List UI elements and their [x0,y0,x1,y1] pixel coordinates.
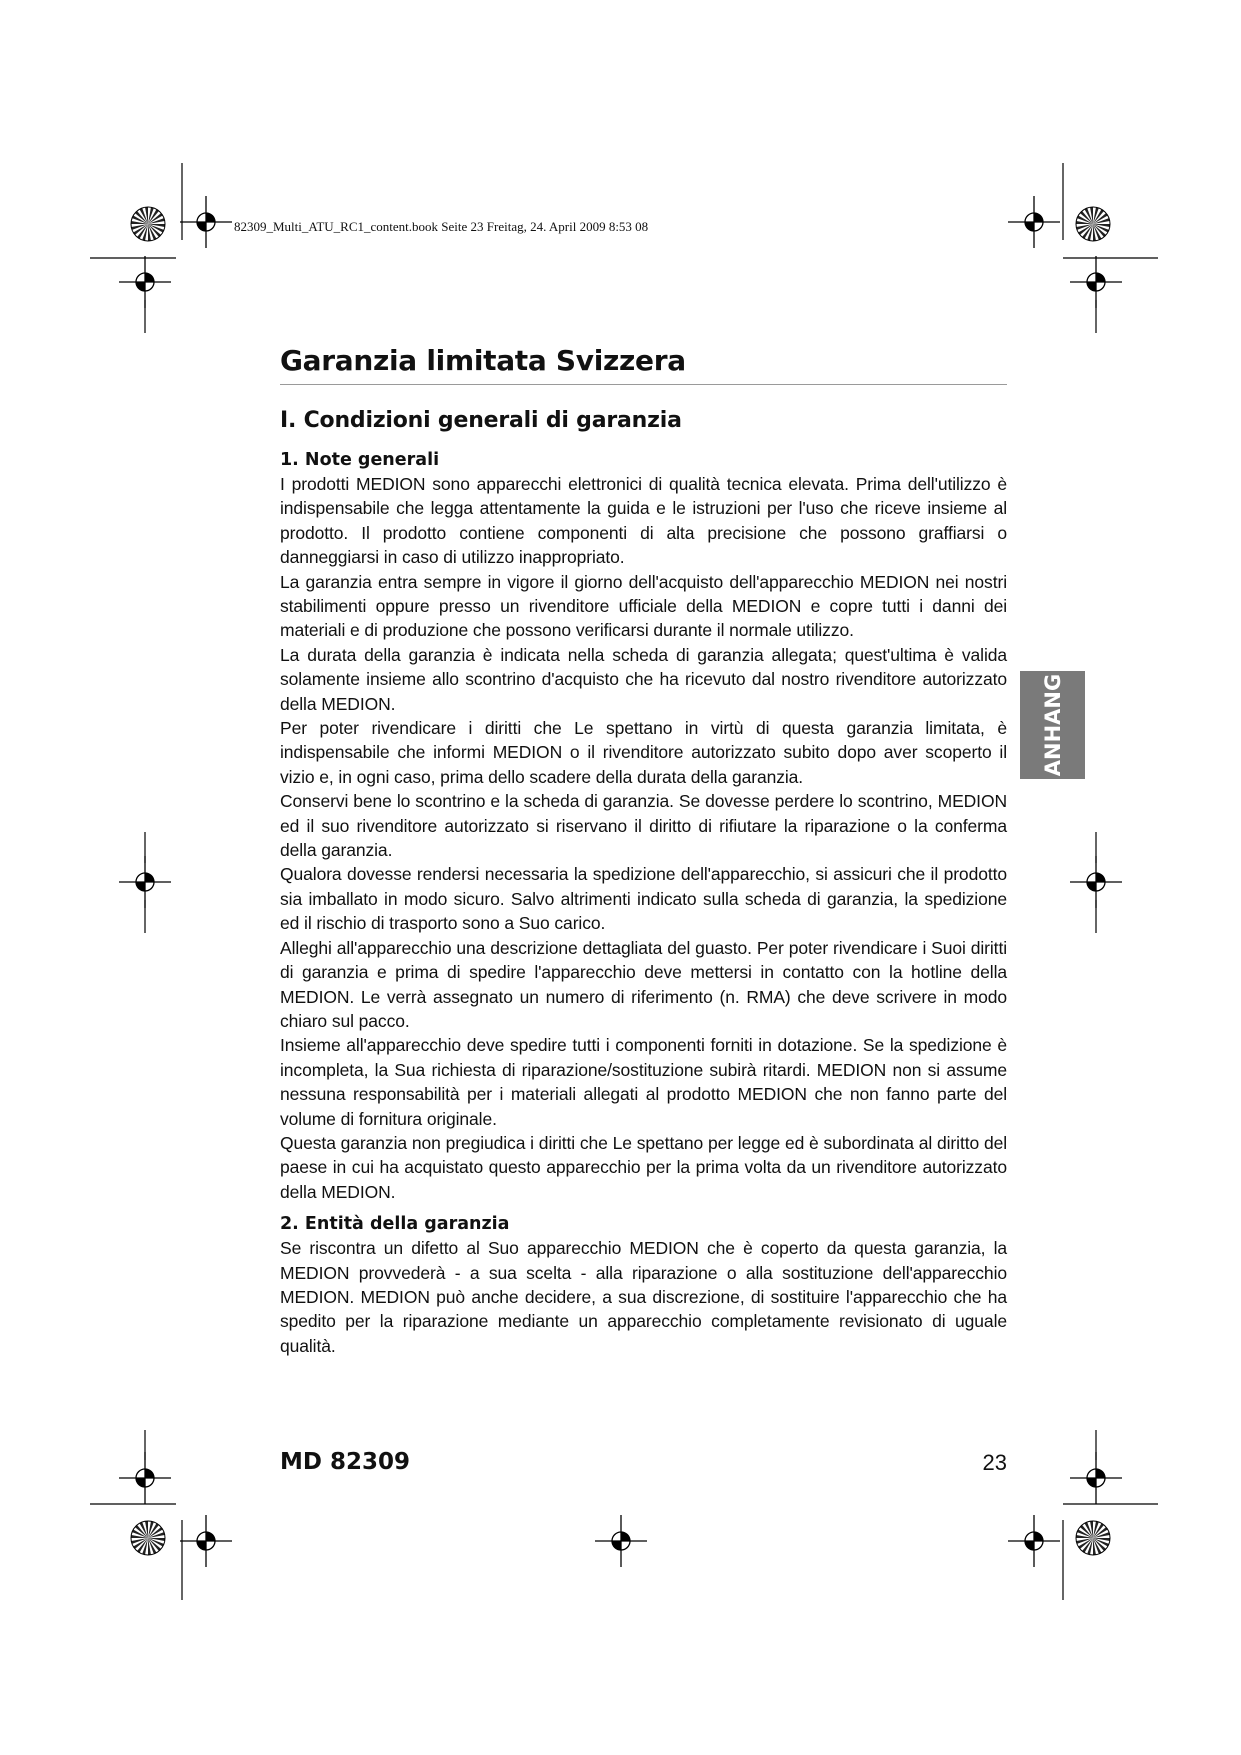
color-star-target-icon [131,207,165,241]
title-rule [280,384,1007,385]
paragraph: Insieme all'apparecchio deve spedire tutti i componenti forniti in dotazione. Se la spedizione è incompleta, la Sua richiesta di riparazione/sostituzione subirà ritardi. MEDION non si assume nessuna responsabilità per i materiali allegati al prodotto MEDION che non fanno parte del volume di fornitura originale. [280,1035,1007,1129]
paragraph: La durata della garanzia è indicata nella scheda di garanzia allegata; quest'ultima è valida solamente insieme allo scontrino d'acquisto che ha ricevuto dal nostro rivenditore autorizzato della MEDION. [280,644,1007,714]
page-title: Garanzia limitata Svizzera [280,344,686,377]
paragraph: Qualora dovesse rendersi necessaria la spedizione dell'apparecchio, si assicuri che il prodotto sia imballato in modo sicuro. Salvo altrimenti indicato sulla scheda di garanzia, la spedizione ed il rischio di trasporto sono a Suo carico. [280,864,1007,934]
paragraph: La garanzia entra sempre in vigore il giorno dell'acquisto dell'apparecchio MEDION nei nostri stabilimenti oppure presso un rivenditore ufficiale della MEDION e copre tutti i danni dei materiali e di produzione che possono verificarsi durante il normale utilizzo. [280,571,1007,641]
subsection-heading-entita-garanzia: 2. Entità della garanzia [280,1214,510,1235]
color-star-target-icon [1076,207,1110,241]
section-tab-label: ANHANG [1040,673,1065,777]
registration-target-icon [1008,1515,1060,1567]
color-star-target-icon [131,1521,165,1555]
registration-target-icon [1008,196,1060,248]
registration-target-icon [595,1515,647,1567]
paragraph: I prodotti MEDION sono apparecchi elettronici di qualità tecnica elevata. Prima dell'utilizzo è indispensabile che legga attentamente la guida e le istruzioni per l'uso che riceve insieme al prodotto. Il prodotto contiene componenti di alta precisione che possono graffiarsi o danneggiarsi in caso di utilizzo inappropriato. [280,473,1007,568]
print-slug: 82309_Multi_ATU_RC1_content.book Seite 23 Freitag, 24. April 2009 8:53 08 [234,219,649,234]
color-star-target-icon [1076,1521,1110,1555]
registration-target-icon [1070,1452,1122,1504]
paragraph: Conservi bene lo scontrino e la scheda di garanzia. Se dovesse perdere lo scontrino, MEDION ed il suo rivenditore autorizzato si riservano il diritto di rifiutare la riparazione o la conferma della garanzia. [280,791,1007,861]
registration-target-icon [119,1452,171,1504]
subsection-heading-note-generali: 1. Note generali [280,449,440,470]
footer-model-number: MD 82309 [280,1449,411,1475]
paragraph: Alleghi all'apparecchio una descrizione dettagliata del guasto. Per poter rivendicare i Suoi diritti di garanzia e prima di spedire l'apparecchio deve mettersi in contatto con la hotline della MEDION. Le verrà assegnato un numero di riferimento (n. RMA) che deve scrivere in modo chiaro sul pacco. [280,937,1007,1031]
registration-target-icon [180,1515,232,1567]
document-body [280,344,1007,1358]
footer-page-number: 23 [982,1450,1007,1475]
section-heading: I. Condizioni generali di garanzia [280,407,682,433]
section-tab [1020,671,1085,779]
registration-target-icon [180,196,232,248]
paragraph: Per poter rivendicare i diritti che Le spettano in virtù di questa garanzia limitata, è indispensabile che informi MEDION o il rivenditore autorizzato subito dopo aver scoperto il vizio e, in ogni caso, prima dello scadere della durata della garanzia. [280,718,1007,787]
paragraph: Questa garanzia non pregiudica i diritti che Le spettano per legge ed è subordinata al diritto del paese in cui ha acquistato questo apparecchio per la prima volta da un rivenditore autorizzato della MEDION. [280,1132,1007,1202]
paragraph: Se riscontra un difetto al Suo apparecchio MEDION che è coperto da questa garanzia, la MEDION provvederà - a sua scelta - alla riparazione o alla sostituzione dell'apparecchio MEDION. MEDION può anche decidere, a sua discrezione, di sostituire l'apparecchio che ha spedito per la riparazione mediante un apparecchio completamente revisionato di uguale qualità. [280,1238,1007,1356]
